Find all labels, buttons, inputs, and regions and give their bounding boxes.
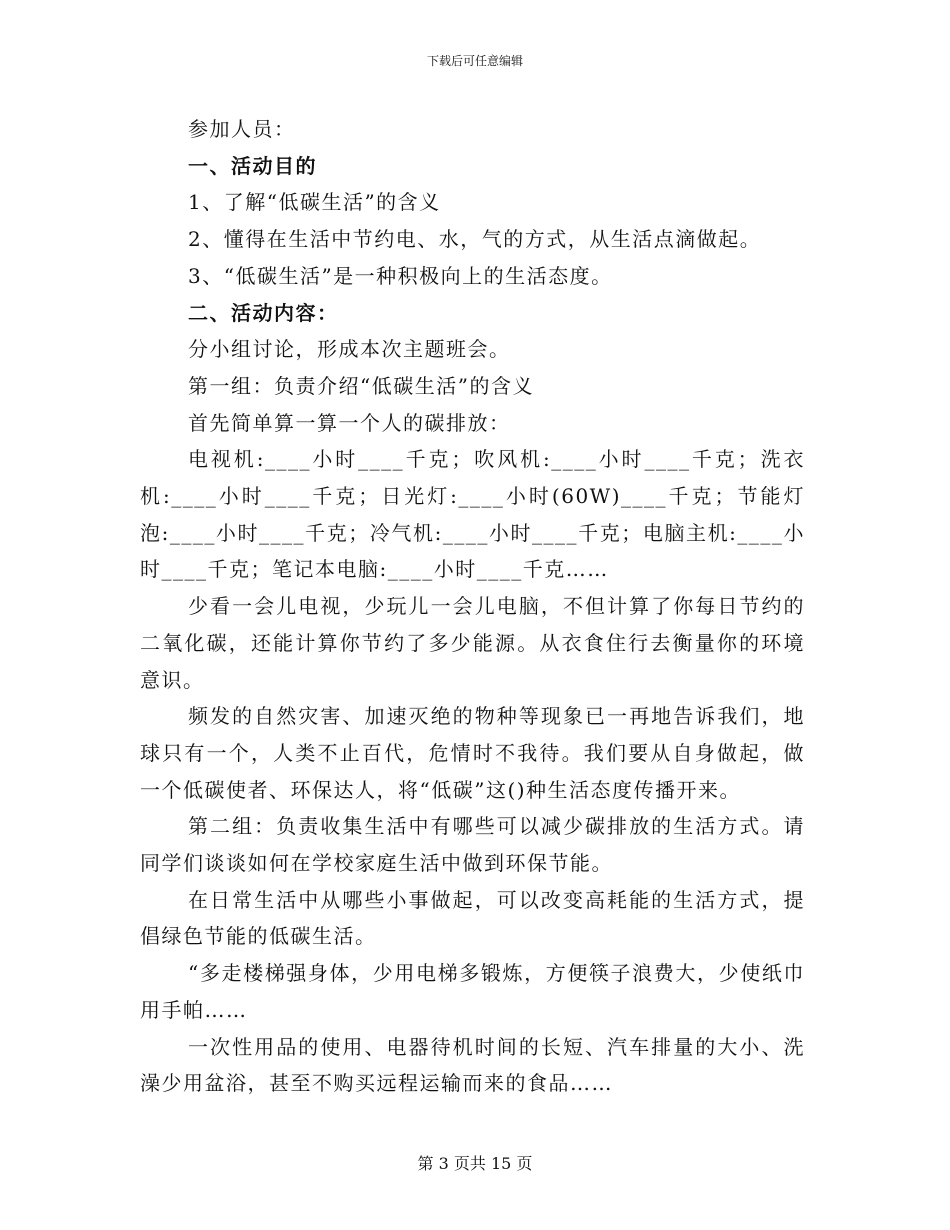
page-footer: 第 3 页共 15 页 [417,1154,533,1173]
heading-activity-purpose: 一、活动目的 [188,153,317,178]
paragraph-appliance-list: 电视机:____小时____千克；吹风机:____小时____千克；洗衣机:____小时____千克；日光灯:____小时(60W)____千克；节能灯泡:____小时____千克；冷气机:____小时____千克；电脑主机:____小时____千克；笔记本电脑:____小时____千克…… [140,447,805,582]
paragraph-daily-life: 在日常生活中从哪些小事做起，可以改变高耗能的生活方式，提倡绿色节能的低碳生活。 [140,887,805,949]
paragraph-group-discussion: 分小组讨论，形成本次主题班会。 [188,337,511,362]
heading-activity-content: 二、活动内容： [188,300,339,325]
paragraph-group-two: 第二组：负责收集生活中有哪些可以减少碳排放的生活方式。请同学们谈谈如何在学校家庭生活中做到环保节能。 [140,814,805,876]
purpose-item-3: 3、“低碳生活”是一种积极向上的生活态度。 [188,263,613,288]
paragraph-participants: 参加人员： [188,117,296,141]
page-header: 下载后可任意编辑 [426,54,523,68]
paragraph-slogan: “多走楼梯强身体，少用电梯多锻炼，方便筷子浪费大，少使纸巾用手帕…… [140,961,805,1022]
purpose-item-2: 2、懂得在生活中节约电、水，气的方式，从生活点滴做起。 [188,227,762,252]
paragraph-group-one: 第一组：负责介绍“低碳生活”的含义 [188,373,534,398]
paragraph-disposables: 一次性用品的使用、电器待机时间的长短、汽车排量的大小、洗澡少用盆浴，甚至不购买远程运输而来的食品…… [140,1034,805,1096]
document-body [140,111,805,1102]
paragraph-carbon-calc-intro: 首先简单算一算一个人的碳排放： [188,410,511,435]
paragraph-watch-less-tv: 少看一会儿电视，少玩儿一会儿电脑，不但计算了你每日节约的二氧化碳，还能计算你节约了多少能源。从衣食住行去衡量你的环境意识。 [140,594,805,692]
purpose-item-1: 1、了解“低碳生活”的含义 [188,190,441,215]
paragraph-natural-disasters: 频发的自然灾害、加速灭绝的物种等现象已一再地告诉我们，地球只有一个，人类不止百代，危情时不我待。我们要从自身做起，做一个低碳使者、环保达人，将“低碳”这()种生活态度传播开来。 [140,704,805,802]
